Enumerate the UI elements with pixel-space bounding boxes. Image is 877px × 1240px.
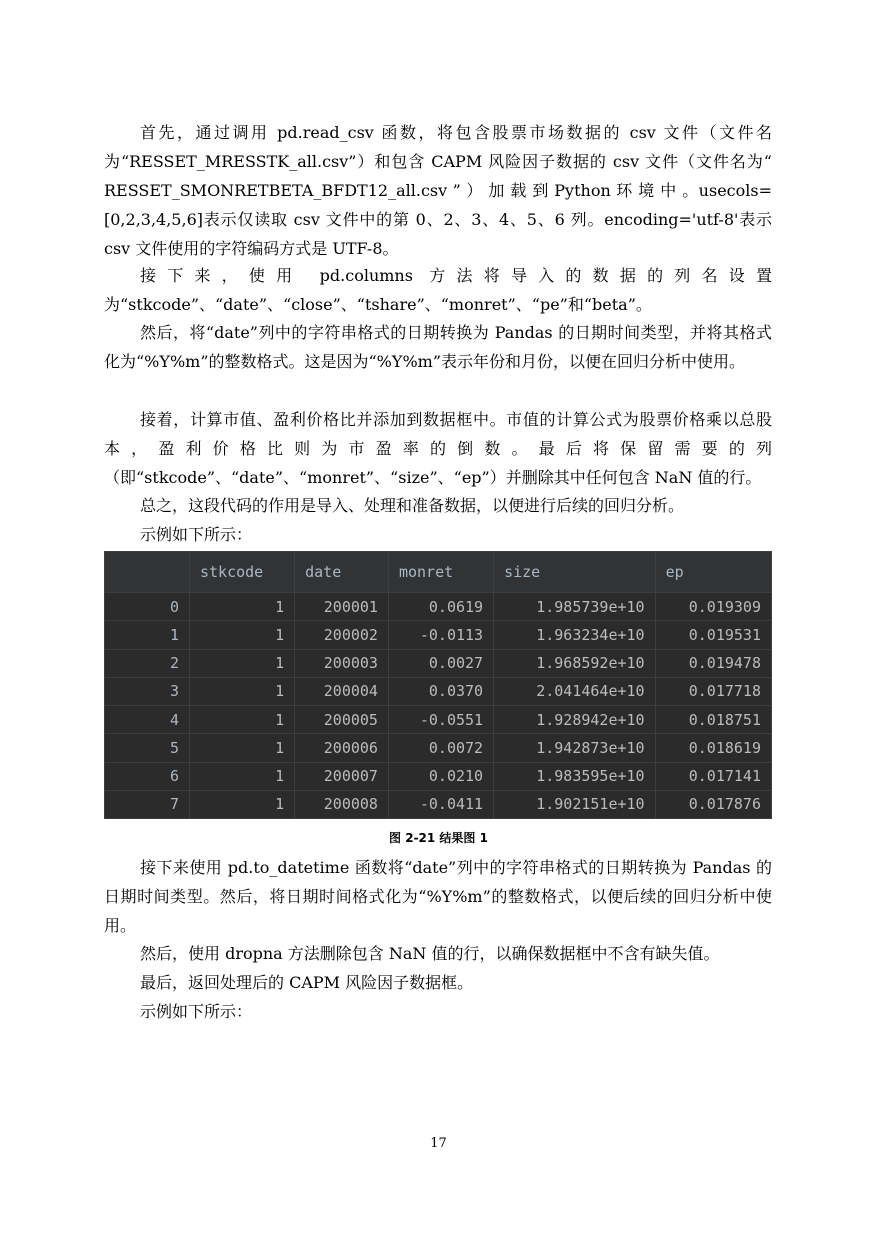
- table-row: [105, 649, 772, 677]
- table-row: [105, 706, 772, 734]
- column-header-ep: ep: [655, 552, 771, 593]
- dataframe-table: [104, 551, 772, 819]
- cell-stkcode: 1: [190, 593, 295, 621]
- cell-monret: -0.0411: [388, 790, 493, 818]
- cell-date: 200002: [295, 621, 389, 649]
- column-header-size: size: [494, 552, 655, 593]
- row-index: 1: [105, 621, 190, 649]
- cell-monret: 0.0210: [388, 762, 493, 790]
- cell-date: 200005: [295, 706, 389, 734]
- cell-ep: 0.019531: [655, 621, 771, 649]
- cell-monret: 0.0072: [388, 734, 493, 762]
- paragraph-example-1: 示例如下所示：: [140, 525, 253, 544]
- cell-size: 1.942873e+10: [494, 734, 655, 762]
- cell-stkcode: 1: [190, 677, 295, 705]
- paragraph-columns: 接下来，使用 pd.columns 方法将导入的数据的列名设置为“stkcode”、“date”、“close”、“tshare”、“monret”、“pe”和“beta”。: [104, 266, 772, 314]
- cell-date: 200007: [295, 762, 389, 790]
- table-row: [105, 621, 772, 649]
- paragraph-date-convert: 然后，将“date”列中的字符串格式的日期转换为 Pandas 的日期时间类型，并将其格式化为“%Y%m”的整数格式。这是因为“%Y%m”表示年份和月份，以便在回归分析中使用。: [104, 323, 772, 371]
- cell-date: 200006: [295, 734, 389, 762]
- column-header-date: date: [295, 552, 389, 593]
- paragraph-return: 最后，返回处理后的 CAPM 风险因子数据框。: [140, 973, 474, 992]
- table-row: [105, 762, 772, 790]
- cell-date: 200001: [295, 593, 389, 621]
- cell-monret: -0.0113: [388, 621, 493, 649]
- paragraph-summary: 总之，这段代码的作用是导入、处理和准备数据，以便进行后续的回归分析。: [140, 496, 685, 515]
- row-index: 5: [105, 734, 190, 762]
- paragraph-example-2: 示例如下所示：: [140, 1002, 253, 1021]
- cell-size: 1.985739e+10: [494, 593, 655, 621]
- row-index: 2: [105, 649, 190, 677]
- cell-size: 1.968592e+10: [494, 649, 655, 677]
- column-header-monret: monret: [388, 552, 493, 593]
- row-index: 6: [105, 762, 190, 790]
- row-index: 4: [105, 706, 190, 734]
- paragraph-dropna: 然后，使用 dropna 方法删除包含 NaN 值的行，以确保数据框中不含有缺失值。: [140, 944, 720, 963]
- cell-ep: 0.019478: [655, 649, 771, 677]
- paragraph-read-csv: 首先，通过调用 pd.read_csv 函数，将包含股票市场数据的 csv 文件（文件名为“RESSET_MRESSTK_all.csv”）和包含 CAPM 风险因子数据的 csv 文件（文件名为“ RESSET_SMONRETBETA_BFDT12_all.csv ” ） 加 载 到 Python 环 境 中 。usecols=[0,2,3,4,5,6]表示仅读取 csv 文件中的第 0、2、3、4、5、6 列。encoding='utf-8'表示 csv 文件使用的字符编码方式是 UTF-8。: [104, 123, 772, 258]
- table-header-row: [105, 552, 772, 593]
- figure-caption: 图 2-21 结果图 1: [389, 831, 488, 845]
- cell-date: 200004: [295, 677, 389, 705]
- cell-size: 2.041464e+10: [494, 677, 655, 705]
- cell-ep: 0.019309: [655, 593, 771, 621]
- cell-stkcode: 1: [190, 706, 295, 734]
- table-row: [105, 734, 772, 762]
- cell-ep: 0.017141: [655, 762, 771, 790]
- table-row: [105, 790, 772, 818]
- cell-ep: 0.018619: [655, 734, 771, 762]
- cell-size: 1.983595e+10: [494, 762, 655, 790]
- cell-ep: 0.018751: [655, 706, 771, 734]
- paragraph-market-value: 接着，计算市值、盈利价格比并添加到数据框中。市值的计算公式为股票价格乘以总股本，盈利价格比则为市盈率的倒数。最后将保留需要的列（即“stkcode”、“date”、“monret”、“size”、“ep”）并删除其中任何包含 NaN 值的行。: [104, 410, 772, 487]
- cell-size: 1.928942e+10: [494, 706, 655, 734]
- table-row: [105, 593, 772, 621]
- cell-stkcode: 1: [190, 762, 295, 790]
- cell-date: 200008: [295, 790, 389, 818]
- cell-monret: 0.0370: [388, 677, 493, 705]
- column-header-index: [105, 552, 190, 593]
- table-row: [105, 677, 772, 705]
- cell-stkcode: 1: [190, 790, 295, 818]
- cell-ep: 0.017718: [655, 677, 771, 705]
- cell-size: 1.902151e+10: [494, 790, 655, 818]
- cell-stkcode: 1: [190, 734, 295, 762]
- page-number: 17: [430, 1136, 447, 1151]
- cell-size: 1.963234e+10: [494, 621, 655, 649]
- row-index: 7: [105, 790, 190, 818]
- row-index: 0: [105, 593, 190, 621]
- cell-monret: 0.0027: [388, 649, 493, 677]
- cell-monret: -0.0551: [388, 706, 493, 734]
- column-header-stkcode: stkcode: [190, 552, 295, 593]
- cell-stkcode: 1: [190, 621, 295, 649]
- cell-monret: 0.0619: [388, 593, 493, 621]
- row-index: 3: [105, 677, 190, 705]
- paragraph-to-datetime: 接下来使用 pd.to_datetime 函数将“date”列中的字符串格式的日期转换为 Pandas 的日期时间类型。然后，将日期时间格式化为“%Y%m”的整数格式，以便后续的回归分析中使用。: [104, 858, 772, 935]
- cell-ep: 0.017876: [655, 790, 771, 818]
- cell-stkcode: 1: [190, 649, 295, 677]
- cell-date: 200003: [295, 649, 389, 677]
